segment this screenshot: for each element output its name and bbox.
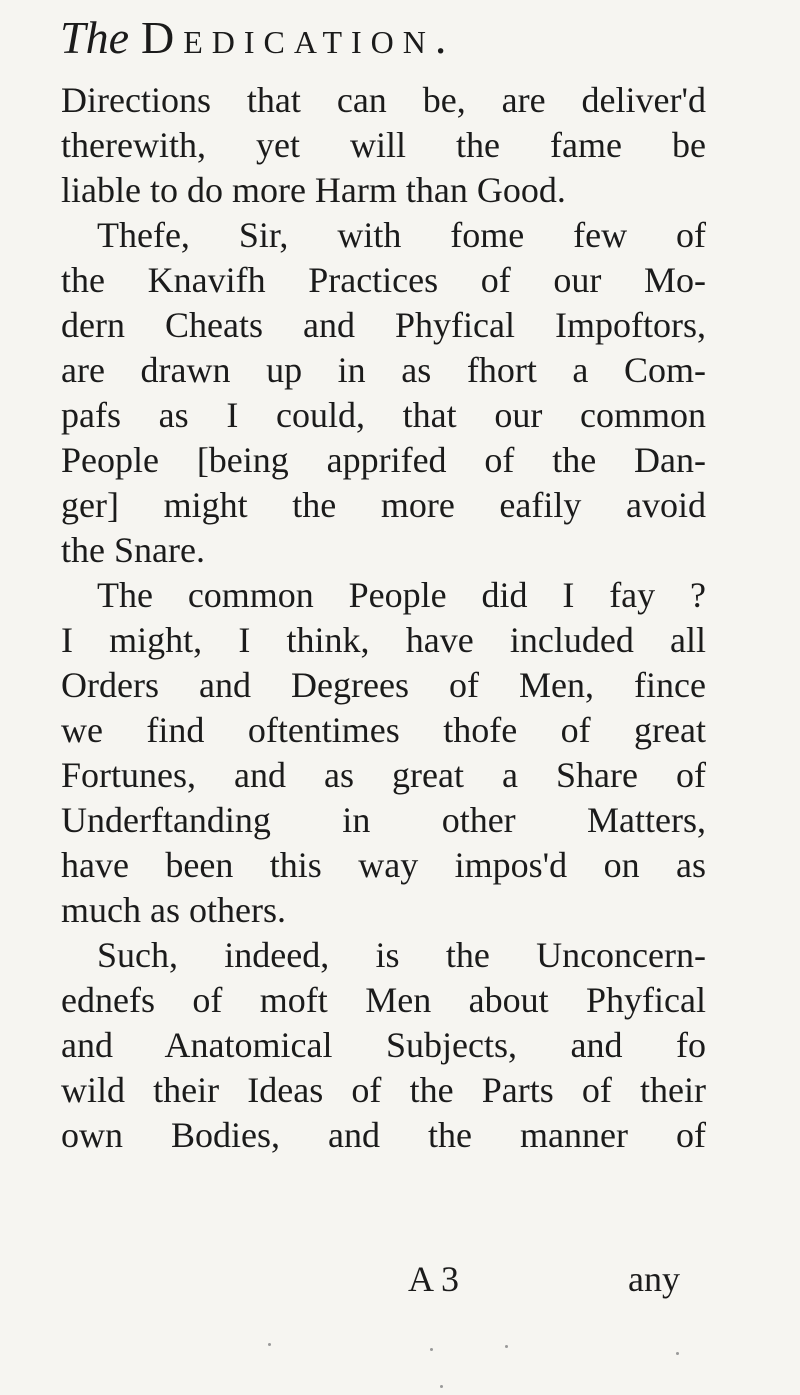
text-line: own Bodies, and the manner of	[61, 1115, 706, 1155]
text-line: we find oftentimes thofe of great	[61, 710, 706, 750]
signature-mark: A 3	[408, 1259, 460, 1299]
speck	[430, 1348, 433, 1351]
page-footer	[0, 1257, 800, 1302]
text-line: The common People did I fay ?	[97, 575, 706, 615]
text-line: Such, indeed, is the Unconcern-	[97, 935, 706, 975]
text-line: have been this way impos'd on as	[61, 845, 706, 885]
text-line: Orders and Degrees of Men, fince	[61, 665, 706, 705]
header-the: The	[60, 12, 129, 63]
speck	[676, 1352, 679, 1355]
text-line: Thefe, Sir, with fome few of	[97, 215, 706, 255]
text-line: dern Cheats and Phyfical Impoftors,	[61, 305, 706, 345]
text-line: Directions that can be, are deliver'd	[61, 80, 706, 120]
speck	[440, 1385, 443, 1388]
speck	[505, 1345, 508, 1348]
text-line: therewith, yet will the fame be	[61, 125, 706, 165]
text-line: I might, I think, have included all	[61, 620, 706, 660]
running-header	[60, 10, 455, 66]
text-line: People [being apprifed of the Dan-	[61, 440, 706, 480]
text-line: pafs as I could, that our common	[61, 395, 706, 435]
dedication-text	[61, 78, 706, 1158]
catchword: any	[628, 1259, 680, 1299]
text-line: Underftanding in other Matters,	[61, 800, 706, 840]
text-line: ednefs of moft Men about Phyfical	[61, 980, 706, 1020]
speck	[268, 1343, 271, 1346]
text-line: much as others.	[61, 890, 286, 930]
text-line: the Knavifh Practices of our Mo-	[61, 260, 706, 300]
text-line: liable to do more Harm than Good.	[61, 170, 566, 210]
text-line: and Anatomical Subjects, and fo	[61, 1025, 706, 1065]
header-title: Dedication.	[141, 12, 456, 63]
text-line: wild their Ideas of the Parts of their	[61, 1070, 706, 1110]
text-line: the Snare.	[61, 530, 205, 570]
text-line: ger] might the more eafily avoid	[61, 485, 706, 525]
text-line: Fortunes, and as great a Share of	[61, 755, 706, 795]
text-line: are drawn up in as fhort a Com-	[61, 350, 706, 390]
